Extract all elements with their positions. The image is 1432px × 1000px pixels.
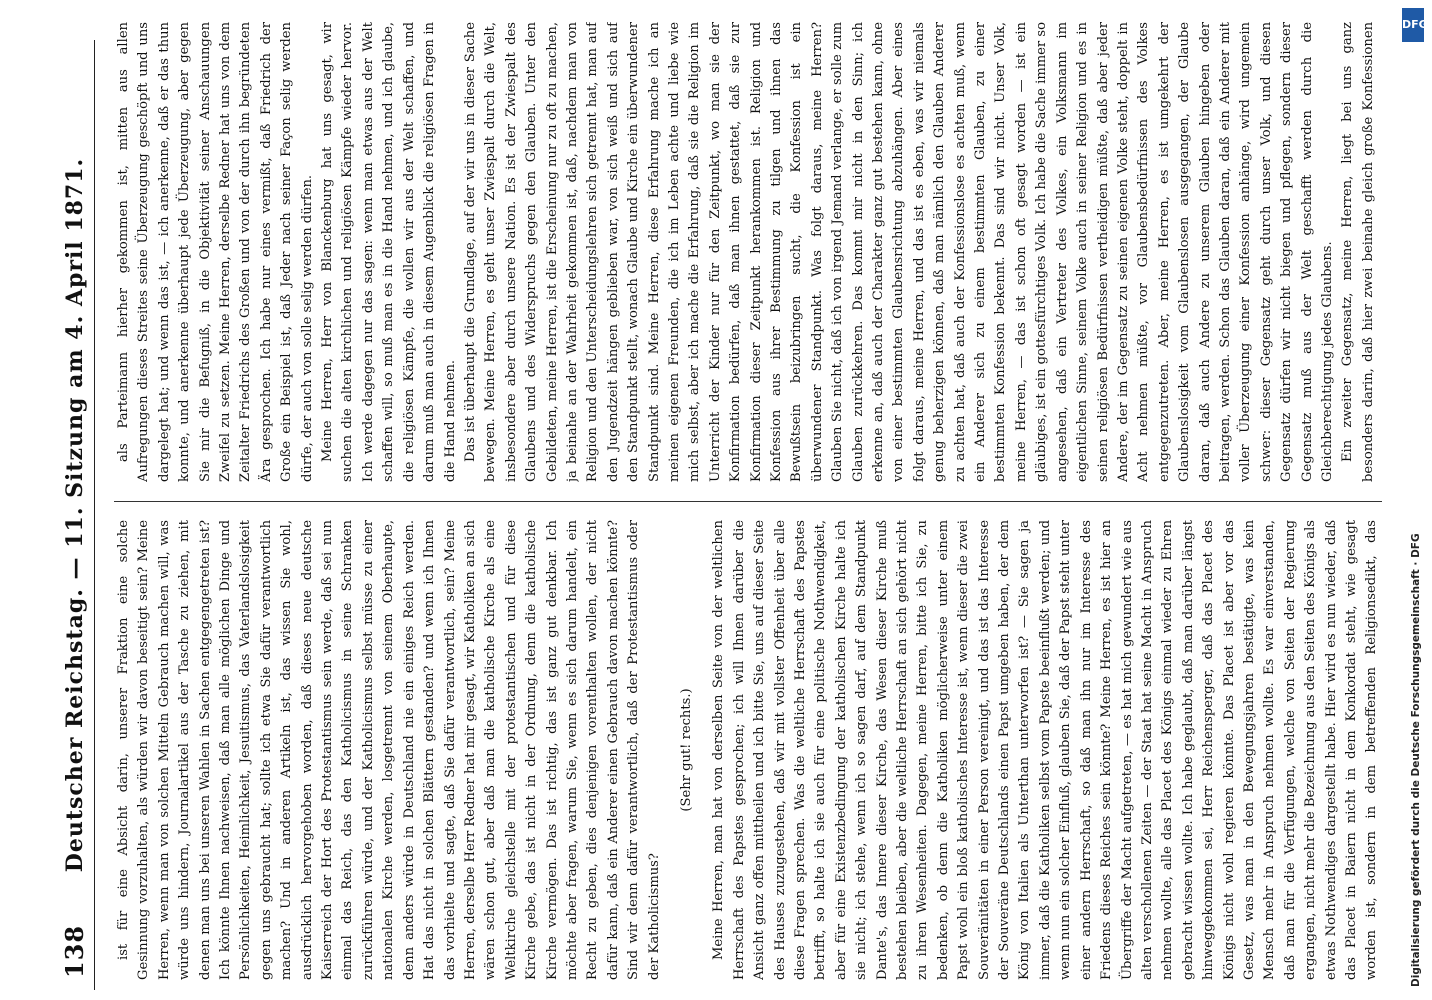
right-paragraph-3: Das ist überhaupt die Grundlage, auf der wir uns in dieser Sache bewegen. Meine Herren, es geht unser Zwiespalt durch die Welt, insbesondere aber durch unsere Nation. Es ist der Zwiespalt des Glaubens und des Widerspruchs gegen den Glauben. Unter den Gebildeten, meine Herren, ist die Erscheinung nur zu oft zu machen, ja beinahe an der Wahrheit gekommen ist, daß, nachdem man von Religion und den Unterscheidungslehren sich getrennt hat, man auf den Jugendzeit hängen geblieben war, von sich weiß und sich auf den Standpunkt stellt, wonach Glaube und Kirche ein überwundener Standpunkt sind. Meine Herren, diese Erfahrung mache ich an meinen eigenen Freunden, die ich im Leben achte und liebe wie mich selbst, aber ich mache die Erfahrung, daß sie die Religion im Unterricht der Kinder nur für den Zeitpunkt, wo man sie der Konfirmation bedürfen, daß man ihnen gestattet, daß sie zur Konfirmation dieser Zeitpunkt herankommen ist. Religion und Konfession aus ihrer Bestimmung zu tilgen und ihnen das Bewußtsein beizubringen sucht, die Konfession ist ein überwundener Standpunkt. Was folgt daraus, meine Herren? Glauben Sie nicht, daß ich von irgend Jemand verlange, er solle zum Glauben zurückkehren. Das kommt mir nicht in den Sinn; ich erkenne an, daß auch der Charakter ganz gut bestehen kann, ohne von einer bestimmten Glaubensrichtung abzuhängen. Aber eines folgt daraus, meine Herren, und das ist es eben, was wir niemals genug beherzigen können, daß man nämlich den Glauben Anderer zu achten hat, daß auch der Konfessionslose es achten muß, wenn ein Anderer sich zu einem bestimmten Glauben, zu einer bestimmten Konfession bekennt. Das sind wir nicht. Unser Volk, meine Herren, — das ist schon oft gesagt worden — ist ein gläubiges, ist ein gottesfürchtiges Volk. Ich habe die Sache immer so angesehen, daß ein Vertreter des Volkes, ein Volksmann im eigentlichen Sinne, seinem Volke auch in seiner Religion und es in seinen religiösen Bedürfnissen vertheidigen müßte, daß aber jeder Andere, der im Gegensatz zu seinen eigenen Volke steht, doppelt in Acht nehmen müßte, vor Glaubensbedürfnissen des Volkes entgegenzutreten. Aber, meine Herren, es ist umgekehrt der Glaubenslosigkeit vom Glaubenslosen ausgegangen, der Glaube daran, daß auch Andere zu unserem Glauben hingeben oder beitragen, werden. Schon das Glauben daran, daß ein Anderer mit voller Überzeugung einer Konfession anhänge, wird ungemein schwer: dieser Gegensatz geht durch unser Volk, und diesen Gegensatz dürfen wir nicht biegen und pflegen, sondern dieser Gegensatz muß aus der Welt geschafft werden durch die Gleichberechtigung jedes Glaubens.: [462, 22, 1335, 482]
credit-text: Digitalisierung gefördert durch die Deutsche Forschungsgemeinschaft · DFG: [1410, 533, 1422, 987]
interjection: (Sehr gut! rechts.): [678, 688, 694, 812]
right-paragraph-1: als Parteimann hierher gekommen ist, mitten aus allen Aufregungen dieses Streites seine Überzeugung geschöpft und uns dargelegt hat; und wenn das ist, — ich anerkenne, daß er das thun konnte, und anerkenne überhaupt jede Überzeugung, aber gegen Sie mir die Befugniß, in die Objektivität seiner Anschauungen Zweifel zu setzen. Meine Herren, derselbe Redner hat uns von dem Zeitalter Friedrichs des Großen und von der durch ihn begründeten Ära gesprochen. Ich habe nur eines vermißt, daß Friedrich der Große ein Beispiel ist, daß Jeder nach seiner Façon selig werden dürfe, der auch von solle selig werden dürfen.: [116, 22, 315, 482]
column-divider: [114, 501, 1382, 502]
right-paragraph-2: Meine Herren, Herr von Blanckenburg hat uns gesagt, wir suchen die alten kirchlichen und religiösen Kämpfe wieder hervor. Ich werde dagegen nur das sagen: wenn man etwas aus der Welt schaffen will, so muß man es in die Hand nehmen, und ich glaube, die religiösen Kämpfe, die wollen wir aus der Welt schaffen, und darum muß man auch in diesem Augenblick die religiösen Fragen in die Hand nehmen.: [320, 22, 458, 482]
page-title: Deutscher Reichstag. — 11. Sitzung am 4. April 1871.: [62, 157, 88, 873]
dfg-logo: DFG: [1402, 8, 1424, 42]
page-number: 138: [60, 924, 89, 978]
left-column: [114, 520, 1382, 980]
left-paragraph-1: ist für eine Absicht darin, unserer Fraktion eine solche Gesinnung vorzuhalten, als würden wir davon beseitigt sein? Meine Herren, wenn man von solchen Mitteln Gebrauch machen will, was würde uns hindern, Journalartikel aus der Tasche zu ziehen, mit denen man uns bei unseren Wahlen in Sachen entgegengetreten ist? Ich könnte Ihnen nachweisen, daß man alle möglichen Dinge und Persönlichkeiten, Heimlichkeit, Jesuitismus, das Vaterlandslosigkeit gegen uns gebraucht hat; sollte ich etwa Sie dafür verantwortlich machen? Und in anderen Artikeln ist, das wissen Sie wohl, ausdrücklich hervorgehoben worden, daß dieses neue deutsche Kaiserreich der Hort des Protestantismus sein werde, daß sei nun einmal das Reich, das den Katholicismus in seine Schranken zurückführen würde, und der Katholicismus selbst müsse zu einer nationalen Kirche werden, losgetrennt von seinem Oberhaupte, denn anders würde in Deutschland nie ein einiges Reich werden. Hat das nicht in solchen Blättern gestanden? und wenn ich Ihnen das vorhielte und sagte, daß Sie dafür verantwortlich, sein? Meine Herren, derselbe Herr Redner hat mir gesagt, wir Katholiken an sich wären schon gut, aber daß man die katholische Kirche als eine Weltkirche gleichstelle mit der protestantischen und für diese Kirche gebe, das ist nicht in der Ordnung, denn die katholische Kirche vermögen. Das ist richtig, das ist ganz gut denkbar. Ich möchte aber fragen, warum Sie, wenn es sich darum handelt, ein Recht zu geben, dies denjenigen vorenthalten wollen, der nicht dafür kann, daß ein Anderer einen Gebrauch davon machen könnte? Sind wir denn dafür verantwortlich, daß der Protestantismus oder der Katholicismus?: [116, 520, 662, 980]
right-paragraph-4: Ein zweiter Gegensatz, meine Herren, liegt bei uns ganz besonders darin, daß hier zwei beinahe gleich große Konfessionen: [1340, 22, 1376, 482]
scanned-page: [30, 0, 1410, 1000]
digitization-credit: [1390, 2, 1430, 998]
page-header: [58, 40, 95, 990]
left-paragraph-2: Meine Herren, man hat von derselben Seite von der weltlichen Herrschaft des Papstes gesprochen; ich will Ihnen darüber die Ansicht ganz offen mittheilen und ich bitte Sie, uns auf dieser Seite des Hauses zuzugestehen, daß wir mit vollster Offenheit über alle diese Fragen sprechen. Was die weltliche Herrschaft des Papstes betrifft, so halte ich sie auch für eine politische Nothwendigkeit, aber für eine Existenzbedingung der katholischen Kirche halte ich sie nicht; ich stehe, wenn ich so sagen darf, auf dem Standpunkt Dante's, das Innere dieser Kirche, das Wesen dieser Kirche muß bestehen bleiben, aber die weltliche Herrschaft an sich gehört nicht zu ihren Wesenheiten. Dagegen, meine Herren, bitte ich Sie, zu bedenken, ob denn die Katholiken möglicherweise unter einem Papst wohl ein bloß katholisches Interesse ist, wenn dieser die zwei Souveränitäten in einer Person vereinigt, und das ist das Interesse der Souveräne Deutschlands einen Papst umgeben haben, der dem König von Italien als Unterthan unterworfen ist? — Sie sagen ja immer, daß die Katholiken selbst vom Papste beeinflußt werden; und wenn nun ein solcher Einfluß, glauben Sie, daß der Papst steht unter einer andern Herrschaft, so daß man ihn nur im Interesse des Friedens dieses Reiches sein könnte? Meine Herren, es ist hier an Übergriffe der Macht aufgetreten, — es hat mich gewundert wie aus alten verschollenen Zeiten — der Staat hat seine Macht in Anspruch nehmen wollte, alle das Placet des Königs einmal wieder zu Ehren gebracht wissen wollte. Ich habe geglaubt, daß man darüber längst hinweggekommen sei, Herr Reichensperger, daß das Placet des Königs nicht wohl regieren könnte. Das Placet ist aber vor das Gesetz, was man in den Bewegungsjahren bestätigte, was kein Mensch mehr in Anspruch nehmen wollte. Es war einverstanden, daß man für die Verfügungen, welche von Seiten der Regierung ergangen, nicht mehr die Bezeichnung aus den Seiten des Königs als etwas Nothwendiges dargestellt habe. Hier wird es nun wieder, daß das Placet in Baiern nicht in dem Konkordat steht, wie gesagt worden ist, sondern in dem betreffenden Religionsedikt, das: [711, 520, 1380, 980]
right-column: [114, 22, 1382, 482]
